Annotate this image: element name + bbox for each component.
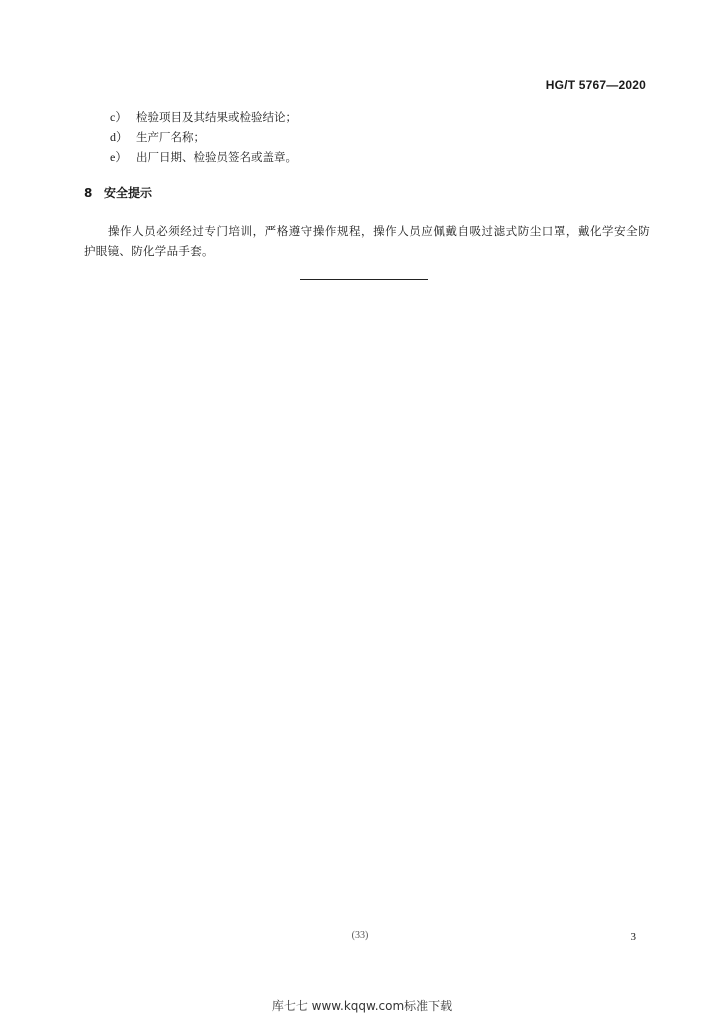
page-number: 3 [630,931,636,943]
safety-paragraph: 操作人员必须经过专门培训，严格遵守操作规程，操作人员应佩戴自吸过滤式防尘口罩，戴化学安全防护眼镜、防化学品手套。 [84,224,650,258]
list-marker: c） [110,110,128,124]
list-item [110,147,297,167]
list-item [110,127,297,147]
inspection-info-list [110,107,297,167]
list-item-text: 检验项目及其结果或检验结论； [136,110,297,124]
list-marker: e） [110,150,128,164]
standard-code: HG/T 5767—2020 [545,78,646,92]
page-center-mark: (33) [351,930,369,941]
section-heading [84,184,152,201]
section-number: 8 [84,186,93,200]
section-title: 安全提示 [104,186,153,200]
list-marker: d） [110,130,129,144]
list-item [110,107,297,127]
end-of-document-rule [300,279,428,280]
list-item-text: 生产厂名称； [136,130,205,144]
footer-watermark: 库七七 www.kqqw.com标准下载 [271,999,453,1013]
list-item-text: 出厂日期、检验员签名或盖章。 [136,150,297,164]
